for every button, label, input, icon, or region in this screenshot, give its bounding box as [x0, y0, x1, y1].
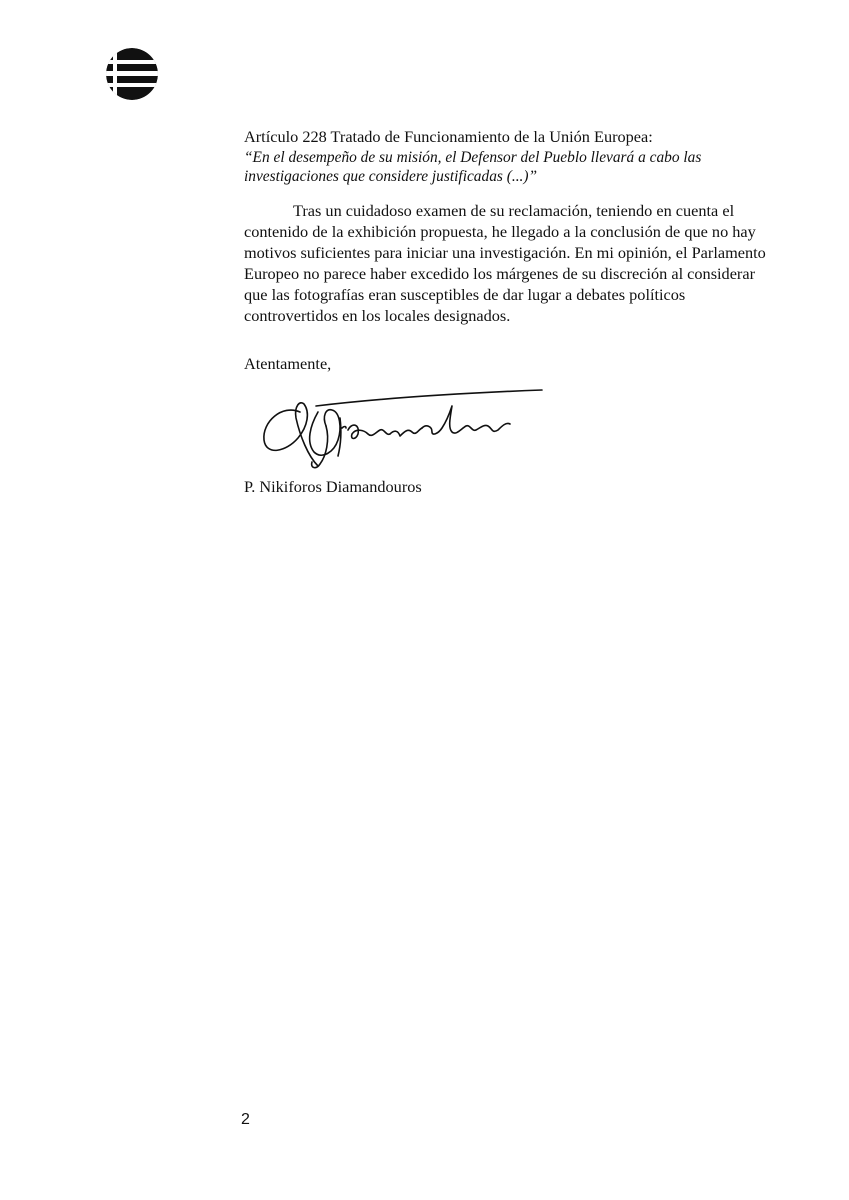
body-paragraph [244, 200, 764, 326]
page-number: 2 [241, 1111, 250, 1128]
article-heading: Artículo 228 Tratado de Funcionamiento de la Unión Europea: [244, 127, 653, 146]
body-line: controvertidos en los locales designados. [244, 306, 511, 325]
body-line: que las fotografías eran susceptibles de dar lugar a debates políticos [244, 285, 686, 304]
ombudsman-logo-icon [104, 46, 160, 102]
article-quote [244, 148, 764, 186]
body-line: Tras un cuidadoso examen de su reclamación, teniendo en cuenta el [293, 201, 735, 220]
quote-line: investigaciones que considere justificadas (...)” [244, 168, 538, 185]
body-line: contenido de la exhibición propuesta, he llegado a la conclusión de que no hay [244, 222, 756, 241]
signer-name: P. Nikiforos Diamandouros [244, 477, 422, 496]
body-line: Europeo no parece haber excedido los márgenes de su discreción al considerar [244, 264, 755, 283]
body-line: motivos suficientes para iniciar una investigación. En mi opinión, el Parlamento [244, 243, 766, 262]
closing-salutation: Atentamente, [244, 354, 332, 373]
handwritten-signature [256, 382, 546, 478]
quote-line: “En el desempeño de su misión, el Defensor del Pueblo llevará a cabo las [244, 149, 702, 166]
